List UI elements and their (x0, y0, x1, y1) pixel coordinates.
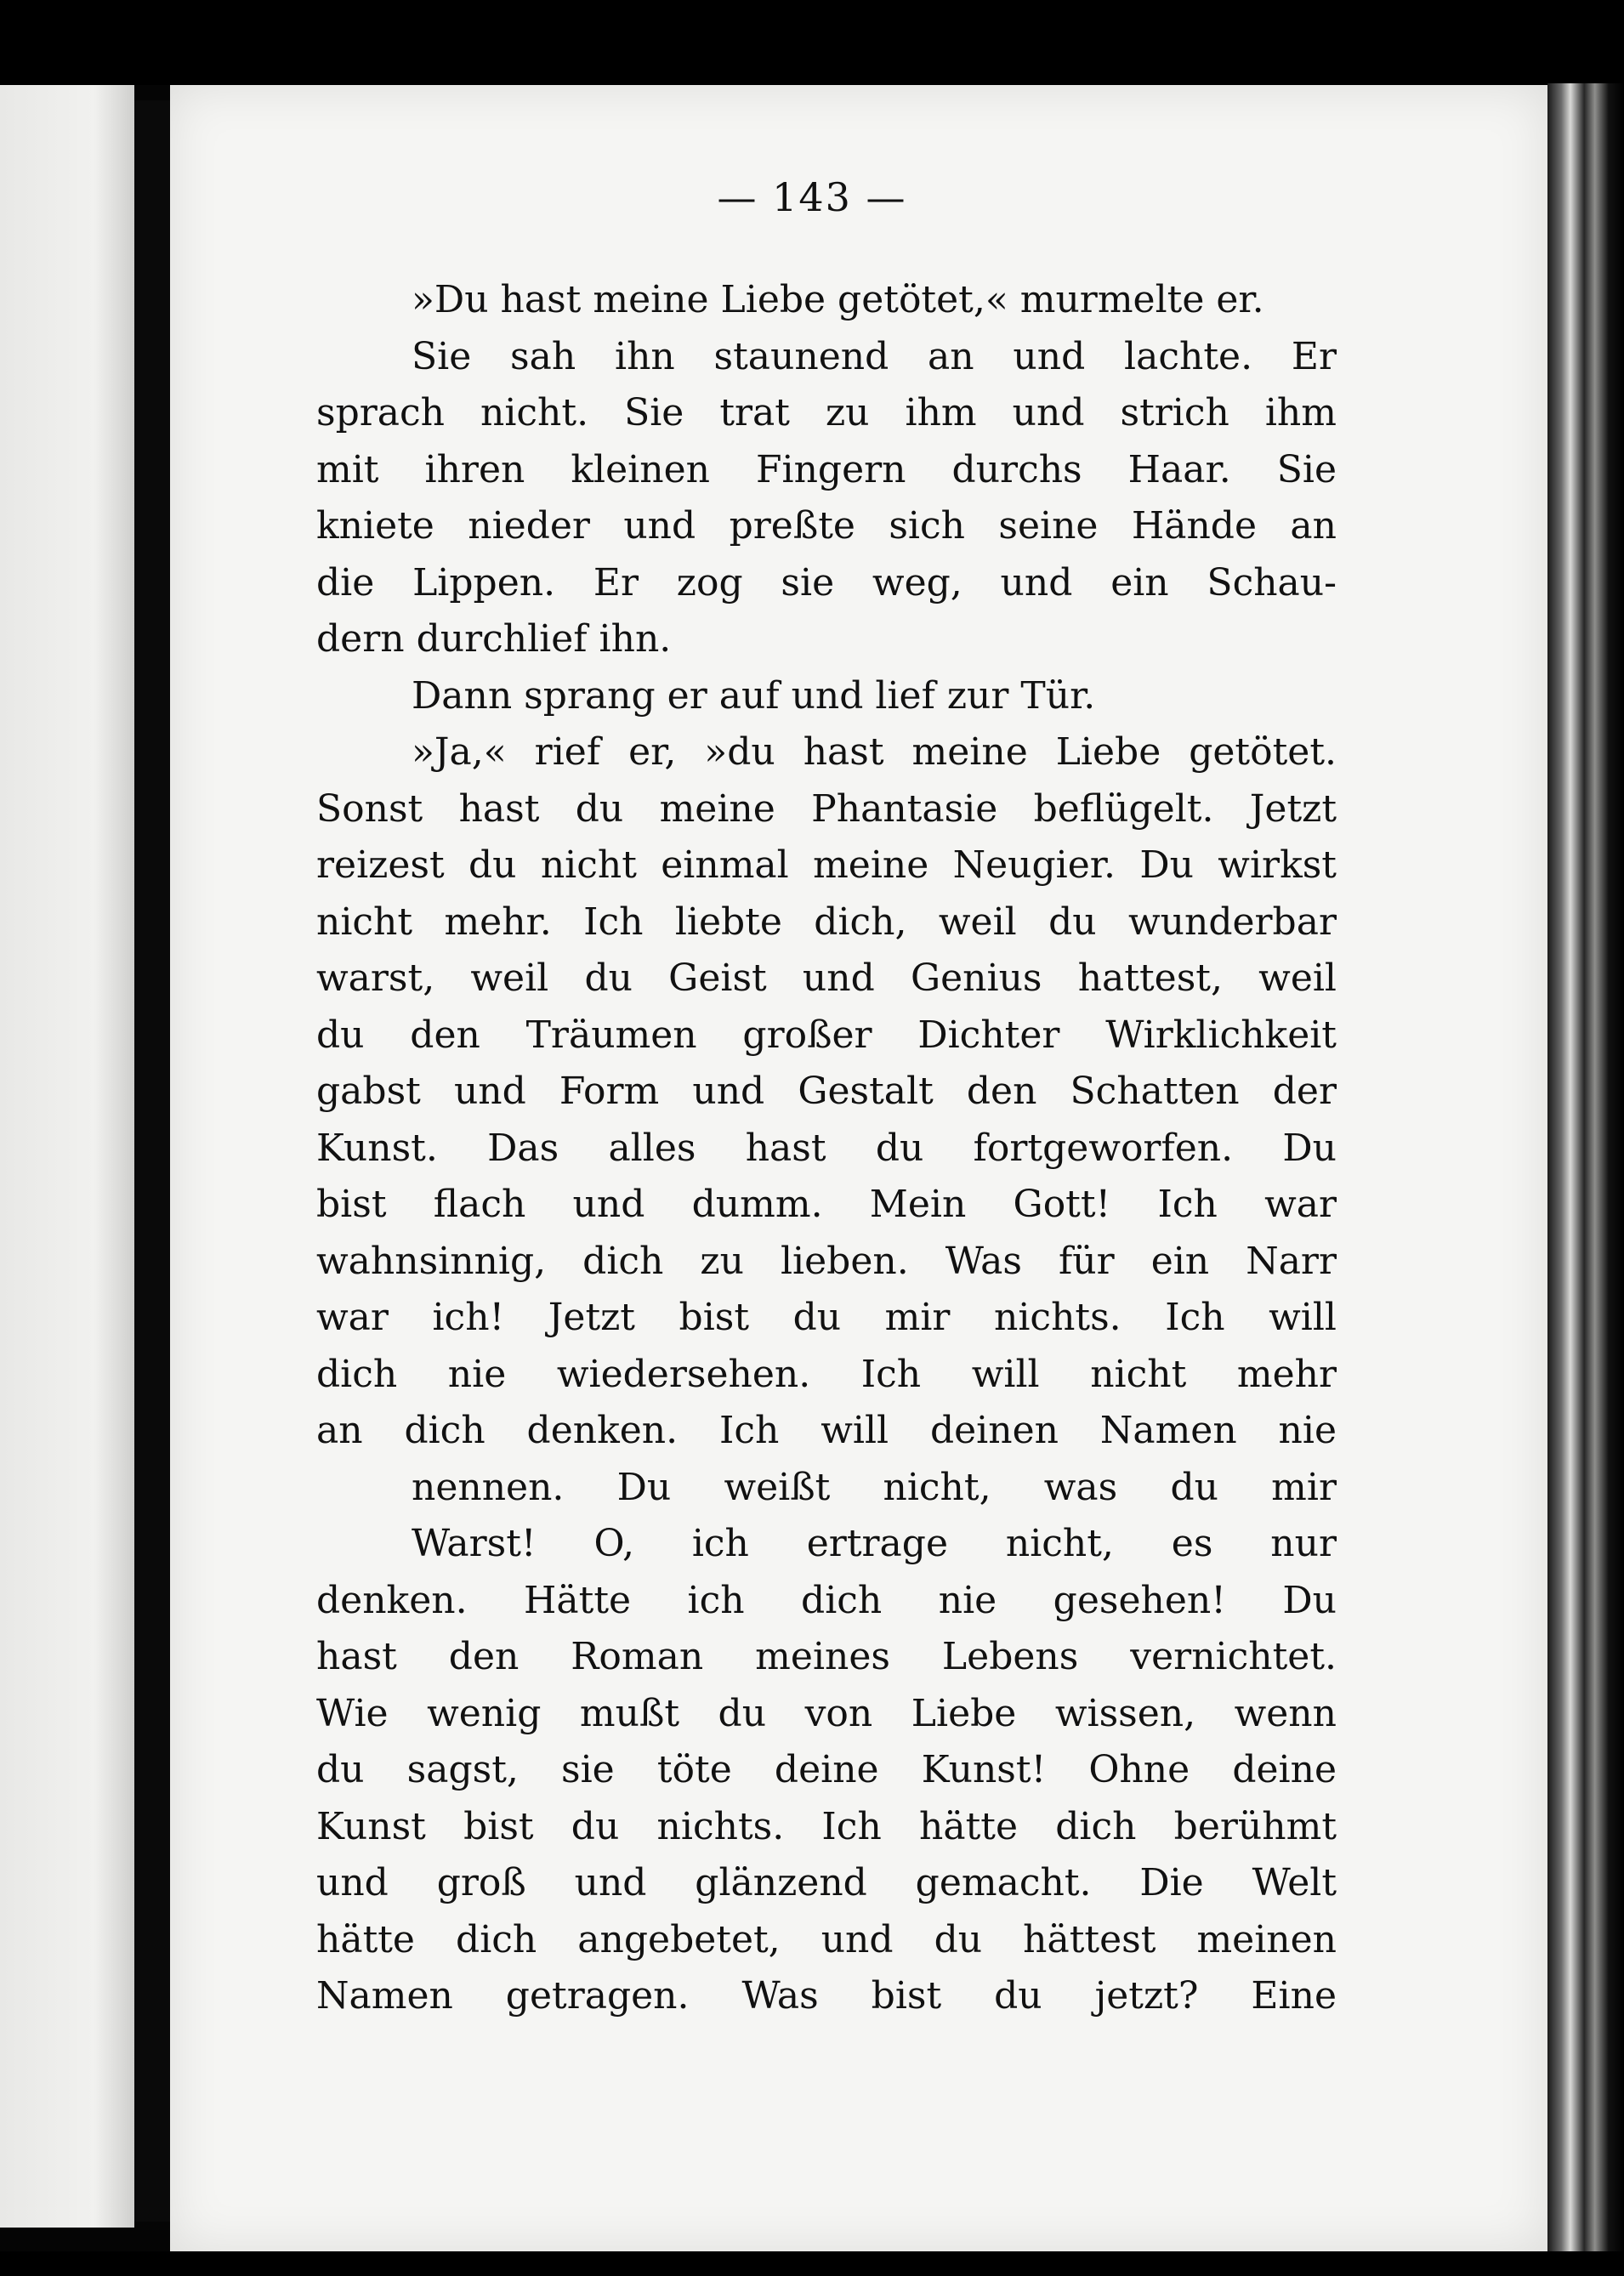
scan-bottom-border (0, 2251, 1624, 2276)
text-line: denken. Hätte ich dich nie gesehen! Du (316, 1578, 1337, 1622)
text-line: du den Träumen großer Dichter Wirklichkeit (316, 1013, 1337, 1057)
page-number: — 143 — (717, 174, 907, 220)
text-line: sprach nicht. Sie trat zu ihm und strich ihm (316, 391, 1337, 434)
book-gutter (134, 100, 170, 2222)
text-line: Sonst hast du meine Phantasie beflügelt. Jetzt (316, 786, 1337, 831)
text-line: gabst und Form und Gestalt den Schatten der (316, 1070, 1337, 1113)
text-line: nicht mehr. Ich liebte dich, weil du wunderbar (316, 900, 1337, 944)
text-line: an dich denken. Ich will deinen Namen nie (316, 1409, 1337, 1452)
text-line: »Ja,« rief er, »du hast meine Liebe getötet. (412, 730, 1337, 774)
text-line: dern durchlief ihn. (316, 617, 672, 661)
text-line: du sagst, sie töte deine Kunst! Ohne deine (316, 1748, 1337, 1791)
text-line: Kunst bist du nichts. Ich hätte dich berühmt (316, 1804, 1337, 1848)
text-line: hätte dich angebetet, und du hättest meinen (316, 1917, 1337, 1961)
body-text (316, 272, 1337, 2025)
text-line: wahnsinnig, dich zu lieben. Was für ein Narr (316, 1239, 1337, 1283)
text-line: die Lippen. Er zog sie weg, und ein Schau- (316, 560, 1337, 604)
text-line: und groß und glänzend gemacht. Die Welt (316, 1861, 1337, 1904)
text-line: warst, weil du Geist und Genius hattest, weil (316, 956, 1337, 1000)
text-line: Warst! O, ich ertrage nicht, es nur (412, 1522, 1337, 1565)
text-line: »Du hast meine Liebe getötet,« murmelte er. (412, 278, 1264, 321)
text-line: war ich! Jetzt bist du mir nichts. Ich will (316, 1296, 1337, 1339)
text-line: Wie wenig mußt du von Liebe wissen, wenn (316, 1691, 1337, 1735)
text-line: mit ihren kleinen Fingern durchs Haar. Sie (316, 447, 1337, 491)
scan-top-border (0, 0, 1624, 85)
text-line: bist flach und dumm. Mein Gott! Ich war (316, 1183, 1337, 1226)
facing-page-edge (0, 85, 134, 2228)
text-line: nennen. Du weißt nicht, was du mir (412, 1465, 1337, 1509)
text-line: dich nie wiedersehen. Ich will nicht mehr (316, 1352, 1337, 1396)
text-line: Dann sprang er auf und lief zur Tür. (412, 673, 1096, 718)
text-line: hast den Roman meines Lebens vernichtet. (316, 1635, 1337, 1678)
page-stack-edge (1547, 83, 1624, 2260)
text-line: Sie sah ihn staunend an und lachte. Er (412, 334, 1337, 378)
text-line: kniete nieder und preßte sich seine Hände an (316, 504, 1337, 548)
text-line: reizest du nicht einmal meine Neugier. Du wirkst (316, 843, 1337, 887)
text-line: Namen getragen. Was bist du jetzt? Eine (316, 1974, 1337, 2018)
text-line: Kunst. Das alles hast du fortgeworfen. Du (316, 1126, 1337, 1170)
